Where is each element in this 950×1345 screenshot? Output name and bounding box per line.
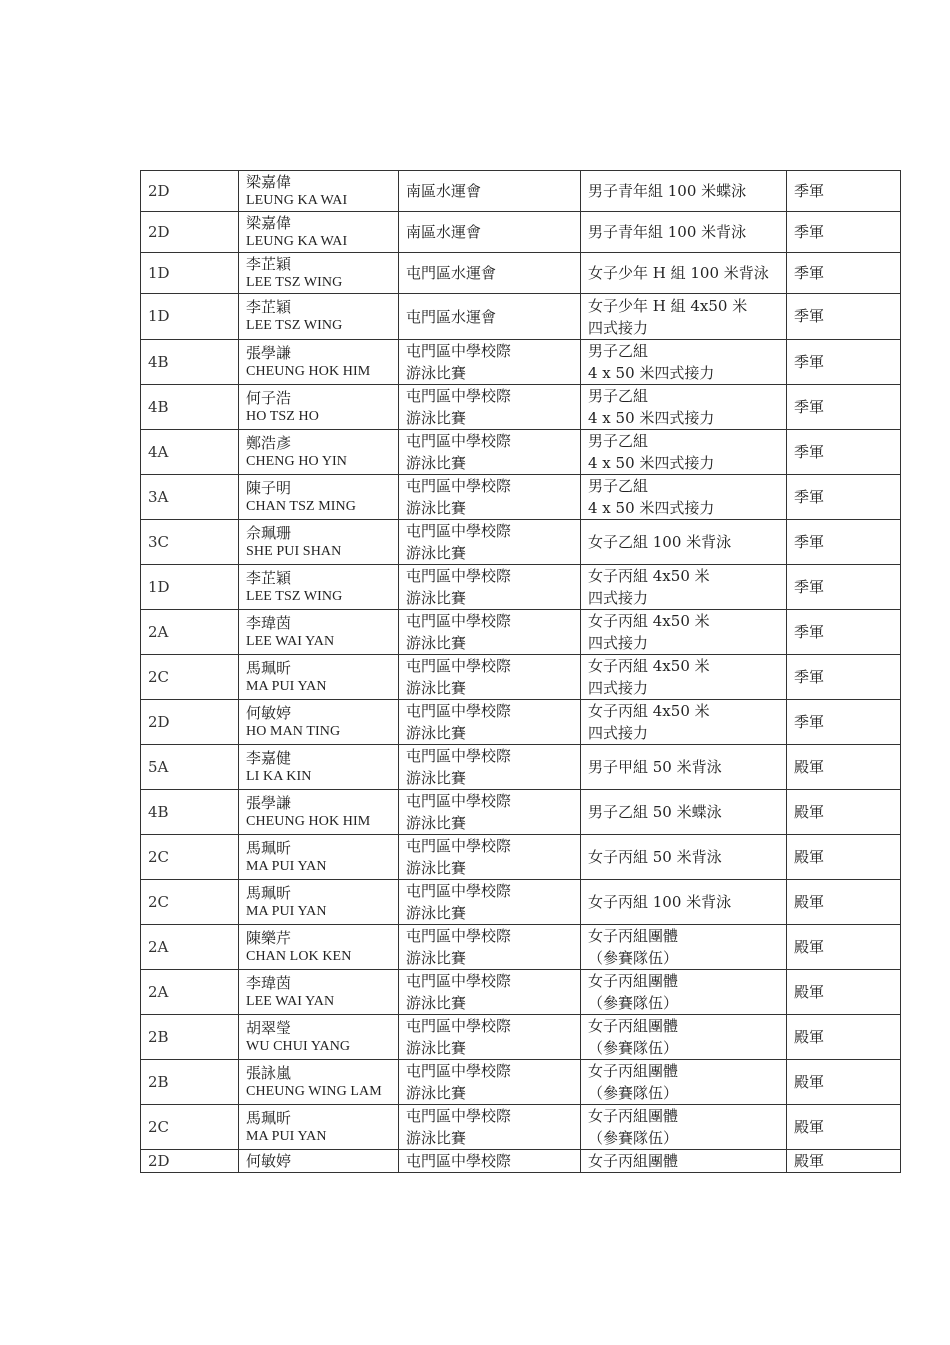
student-name-chinese: 李瑋茵 xyxy=(246,973,292,992)
table-row xyxy=(141,1105,901,1150)
student-name-chinese: 李芷穎 xyxy=(246,298,292,316)
class-cell: 2B xyxy=(141,1015,239,1060)
competition-line: 屯門區中學校際 xyxy=(406,837,512,855)
table-row xyxy=(141,970,901,1015)
student-name-chinese: 馬珮昕 xyxy=(246,883,292,902)
award-cell: 殿軍 xyxy=(787,1105,901,1150)
event-cell xyxy=(581,1105,787,1150)
event-cell xyxy=(581,430,787,475)
award-cell: 殿軍 xyxy=(787,745,901,790)
award-cell: 季軍 xyxy=(787,655,901,700)
student-name-cell xyxy=(239,385,399,430)
event-line: （參賽隊伍） xyxy=(588,1129,679,1147)
event-cell xyxy=(581,655,787,700)
competition-line: 屯門區中學校際 xyxy=(406,972,512,990)
event-line: 男子乙組 xyxy=(588,342,649,360)
competition-line: 游泳比賽 xyxy=(406,769,467,787)
student-name-cell xyxy=(239,212,399,253)
award-cell: 季軍 xyxy=(787,520,901,565)
award-cell: 季軍 xyxy=(787,565,901,610)
student-name-english: CHEUNG WING LAM xyxy=(246,1083,382,1099)
student-name-english: LI KA KIN xyxy=(246,768,312,784)
class-cell: 4B xyxy=(141,340,239,385)
student-name-cell xyxy=(239,253,399,294)
table-row xyxy=(141,430,901,475)
table-row xyxy=(141,212,901,253)
event-line: 女子丙組 4x50 米 xyxy=(588,657,710,675)
competition-line: 屯門區中學校際 xyxy=(406,1107,512,1125)
competition-cell xyxy=(399,475,581,520)
award-cell: 季軍 xyxy=(787,430,901,475)
student-name-english: HO MAN TING xyxy=(246,723,341,739)
competition-cell xyxy=(399,655,581,700)
competition-cell xyxy=(399,430,581,475)
class-cell: 4B xyxy=(141,385,239,430)
competition-line: 屯門區中學校際 xyxy=(406,927,512,945)
class-cell: 2C xyxy=(141,655,239,700)
student-name-english: MA PUI YAN xyxy=(246,903,327,919)
event-line: 男子青年組 100 米背泳 xyxy=(588,223,747,241)
competition-line: 游泳比賽 xyxy=(406,634,467,652)
competition-line: 游泳比賽 xyxy=(406,724,467,742)
event-cell xyxy=(581,835,787,880)
event-line: 4 x 50 米四式接力 xyxy=(588,364,715,382)
student-name-chinese: 李瑋茵 xyxy=(246,613,292,632)
student-name-chinese: 梁嘉偉 xyxy=(246,172,292,191)
award-cell: 季軍 xyxy=(787,475,901,520)
competition-line: 南區水運會 xyxy=(406,182,482,200)
class-cell: 1D xyxy=(141,294,239,340)
event-line: 男子青年組 100 米蝶泳 xyxy=(588,182,747,200)
table-row xyxy=(141,925,901,970)
student-name-cell xyxy=(239,294,399,340)
event-line: 女子丙組 100 米背泳 xyxy=(588,893,732,911)
table-row xyxy=(141,385,901,430)
event-line: 女子丙組 4x50 米 xyxy=(588,612,710,630)
table-row xyxy=(141,340,901,385)
competition-cell xyxy=(399,700,581,745)
competition-line: 屯門區中學校際 xyxy=(406,522,512,540)
event-line: 男子乙組 xyxy=(588,477,649,495)
student-name-english: LEE TSZ WING xyxy=(246,318,343,333)
competition-cell xyxy=(399,340,581,385)
award-cell: 殿軍 xyxy=(787,880,901,925)
student-name-cell xyxy=(239,565,399,610)
event-line: 男子乙組 50 米蝶泳 xyxy=(588,803,722,821)
student-name-english: WU CHUI YANG xyxy=(246,1038,351,1054)
class-cell: 2D xyxy=(141,700,239,745)
competition-line: 游泳比賽 xyxy=(406,409,467,427)
event-line: 四式接力 xyxy=(588,634,649,652)
student-name-chinese: 何敏婷 xyxy=(246,1152,292,1170)
class-cell: 2B xyxy=(141,1060,239,1105)
class-cell: 4B xyxy=(141,790,239,835)
competition-line: 屯門區中學校際 xyxy=(406,612,512,630)
student-name-chinese: 馬珮昕 xyxy=(246,658,292,677)
competition-cell xyxy=(399,925,581,970)
student-name-chinese: 張學謙 xyxy=(246,793,292,812)
student-name-chinese: 佘珮珊 xyxy=(246,523,292,542)
class-cell: 2A xyxy=(141,925,239,970)
student-name-cell xyxy=(239,1015,399,1060)
event-cell xyxy=(581,745,787,790)
table-row xyxy=(141,294,901,340)
table-row xyxy=(141,835,901,880)
table-row xyxy=(141,745,901,790)
awards-table-body xyxy=(141,171,901,1173)
table-row xyxy=(141,790,901,835)
competition-cell xyxy=(399,1105,581,1150)
competition-line: 游泳比賽 xyxy=(406,544,467,562)
event-cell xyxy=(581,610,787,655)
event-line: 4 x 50 米四式接力 xyxy=(588,409,715,427)
awards-table xyxy=(140,170,901,1173)
event-cell xyxy=(581,520,787,565)
student-name-english: CHEUNG HOK HIM xyxy=(246,363,371,379)
competition-line: 游泳比賽 xyxy=(406,994,467,1012)
award-cell: 季軍 xyxy=(787,700,901,745)
event-cell xyxy=(581,970,787,1015)
event-cell xyxy=(581,475,787,520)
competition-line: 屯門區水運會 xyxy=(406,264,497,282)
competition-cell xyxy=(399,520,581,565)
event-cell xyxy=(581,253,787,294)
student-name-cell xyxy=(239,171,399,212)
competition-line: 游泳比賽 xyxy=(406,1039,467,1057)
student-name-english: CHAN LOK KEN xyxy=(246,948,352,964)
class-cell: 1D xyxy=(141,253,239,294)
class-cell: 3C xyxy=(141,520,239,565)
student-name-cell xyxy=(239,700,399,745)
student-name-chinese: 李芷穎 xyxy=(246,568,292,587)
award-cell: 季軍 xyxy=(787,294,901,340)
table-row xyxy=(141,253,901,294)
class-cell: 5A xyxy=(141,745,239,790)
competition-line: 屯門區中學校際 xyxy=(406,1152,512,1170)
competition-cell xyxy=(399,880,581,925)
award-cell: 殿軍 xyxy=(787,1015,901,1060)
competition-line: 南區水運會 xyxy=(406,223,482,241)
class-cell: 2D xyxy=(141,171,239,212)
competition-line: 游泳比賽 xyxy=(406,454,467,472)
table-row xyxy=(141,1060,901,1105)
event-line: 女子丙組團體 xyxy=(588,1062,679,1080)
competition-line: 游泳比賽 xyxy=(406,859,467,877)
student-name-cell xyxy=(239,655,399,700)
award-cell: 殿軍 xyxy=(787,1060,901,1105)
event-line: 四式接力 xyxy=(588,589,649,607)
event-line: 四式接力 xyxy=(588,679,649,697)
student-name-chinese: 馬珮昕 xyxy=(246,838,292,857)
competition-cell xyxy=(399,745,581,790)
award-cell: 殿軍 xyxy=(787,970,901,1015)
event-line: （參賽隊伍） xyxy=(588,994,679,1012)
table-row xyxy=(141,880,901,925)
competition-cell xyxy=(399,171,581,212)
award-cell: 殿軍 xyxy=(787,835,901,880)
competition-cell xyxy=(399,1015,581,1060)
award-cell: 季軍 xyxy=(787,340,901,385)
competition-line: 屯門區中學校際 xyxy=(406,432,512,450)
class-cell: 2D xyxy=(141,212,239,253)
event-line: （參賽隊伍） xyxy=(588,1039,679,1057)
event-line: 男子乙組 xyxy=(588,387,649,405)
class-cell: 2A xyxy=(141,610,239,655)
student-name-english: LEUNG KA WAI xyxy=(246,192,348,208)
competition-line: 游泳比賽 xyxy=(406,814,467,832)
student-name-chinese: 梁嘉偉 xyxy=(246,213,292,232)
event-line: （參賽隊伍） xyxy=(588,949,679,967)
event-line: 女子丙組團體 xyxy=(588,927,679,945)
event-cell xyxy=(581,1015,787,1060)
class-cell: 2D xyxy=(141,1150,239,1173)
student-name-cell xyxy=(239,835,399,880)
student-name-chinese: 何子浩 xyxy=(246,388,292,407)
table-row xyxy=(141,565,901,610)
student-name-cell xyxy=(239,790,399,835)
event-line: 女子丙組 4x50 米 xyxy=(588,567,710,585)
competition-line: 游泳比賽 xyxy=(406,949,467,967)
student-name-chinese: 陳樂芹 xyxy=(246,928,292,947)
award-cell: 季軍 xyxy=(787,253,901,294)
event-line: 男子甲組 50 米背泳 xyxy=(588,758,722,776)
student-name-english: CHAN TSZ MING xyxy=(246,498,356,514)
student-name-english: LEE TSZ WING xyxy=(246,274,343,290)
competition-cell xyxy=(399,790,581,835)
event-cell xyxy=(581,925,787,970)
competition-cell xyxy=(399,212,581,253)
student-name-english: LEE TSZ WING xyxy=(246,588,343,604)
class-cell: 3A xyxy=(141,475,239,520)
competition-line: 屯門區中學校際 xyxy=(406,477,512,495)
student-name-english: LEUNG KA WAI xyxy=(246,233,348,249)
event-line: 四式接力 xyxy=(588,318,649,337)
event-line: 女子少年 H 組 4x50 米 xyxy=(588,296,748,315)
event-cell xyxy=(581,1060,787,1105)
event-cell xyxy=(581,1150,787,1173)
competition-line: 屯門區中學校際 xyxy=(406,882,512,900)
competition-line: 屯門區中學校際 xyxy=(406,1062,512,1080)
competition-line: 游泳比賽 xyxy=(406,499,467,517)
competition-line: 屯門區水運會 xyxy=(406,307,497,326)
class-cell: 1D xyxy=(141,565,239,610)
competition-cell xyxy=(399,610,581,655)
student-name-cell xyxy=(239,925,399,970)
table-row xyxy=(141,1150,901,1173)
class-cell: 4A xyxy=(141,430,239,475)
student-name-cell xyxy=(239,1060,399,1105)
award-cell: 季軍 xyxy=(787,610,901,655)
student-name-cell xyxy=(239,880,399,925)
student-name-english: HO TSZ HO xyxy=(246,408,319,424)
table-row xyxy=(141,475,901,520)
competition-line: 屯門區中學校際 xyxy=(406,792,512,810)
competition-line: 游泳比賽 xyxy=(406,1084,467,1102)
student-name-cell xyxy=(239,475,399,520)
student-name-english: LEE WAI YAN xyxy=(246,633,335,649)
event-line: 4 x 50 米四式接力 xyxy=(588,499,715,517)
competition-cell xyxy=(399,970,581,1015)
competition-line: 屯門區中學校際 xyxy=(406,342,512,360)
event-cell xyxy=(581,340,787,385)
event-line: 女子丙組 50 米背泳 xyxy=(588,848,722,866)
competition-cell xyxy=(399,835,581,880)
student-name-chinese: 李嘉健 xyxy=(246,748,292,767)
student-name-cell xyxy=(239,340,399,385)
event-line: 女子丙組團體 xyxy=(588,1017,679,1035)
student-name-english: LEE WAI YAN xyxy=(246,993,335,1009)
table-row xyxy=(141,171,901,212)
student-name-english: MA PUI YAN xyxy=(246,1128,327,1144)
student-name-cell xyxy=(239,1105,399,1150)
student-name-cell xyxy=(239,430,399,475)
student-name-chinese: 陳子明 xyxy=(246,478,292,497)
award-cell: 殿軍 xyxy=(787,1150,901,1173)
event-line: 女子丙組 4x50 米 xyxy=(588,702,710,720)
student-name-cell xyxy=(239,745,399,790)
student-name-english: CHENG HO YIN xyxy=(246,453,348,469)
student-name-cell xyxy=(239,1150,399,1173)
table-row xyxy=(141,610,901,655)
class-cell: 2A xyxy=(141,970,239,1015)
student-name-chinese: 李芷穎 xyxy=(246,254,292,273)
table-row xyxy=(141,520,901,565)
event-cell xyxy=(581,294,787,340)
class-cell: 2C xyxy=(141,880,239,925)
competition-line: 游泳比賽 xyxy=(406,364,467,382)
student-name-english: MA PUI YAN xyxy=(246,858,327,874)
competition-line: 游泳比賽 xyxy=(406,904,467,922)
student-name-english: MA PUI YAN xyxy=(246,678,327,694)
event-line: 四式接力 xyxy=(588,724,649,742)
event-line: 男子乙組 xyxy=(588,432,649,450)
student-name-chinese: 張學謙 xyxy=(246,343,292,362)
event-cell xyxy=(581,385,787,430)
competition-line: 屯門區中學校際 xyxy=(406,657,512,675)
event-cell xyxy=(581,565,787,610)
event-line: 女子丙組團體 xyxy=(588,1152,679,1170)
event-cell xyxy=(581,212,787,253)
event-line: （參賽隊伍） xyxy=(588,1084,679,1102)
student-name-cell xyxy=(239,970,399,1015)
event-line: 女子乙組 100 米背泳 xyxy=(588,533,732,551)
student-name-english: CHEUNG HOK HIM xyxy=(246,813,371,829)
student-name-chinese: 何敏婷 xyxy=(246,703,292,722)
award-cell: 季軍 xyxy=(787,385,901,430)
event-line: 女子丙組團體 xyxy=(588,1107,679,1125)
student-name-chinese: 鄭浩彥 xyxy=(246,433,292,452)
award-cell: 季軍 xyxy=(787,171,901,212)
competition-cell xyxy=(399,1150,581,1173)
event-cell xyxy=(581,880,787,925)
competition-line: 屯門區中學校際 xyxy=(406,567,512,585)
event-cell xyxy=(581,171,787,212)
student-name-english: SHE PUI SHAN xyxy=(246,543,342,559)
student-name-chinese: 馬珮昕 xyxy=(246,1108,292,1127)
competition-line: 游泳比賽 xyxy=(406,679,467,697)
competition-cell xyxy=(399,565,581,610)
event-line: 女子少年 H 組 100 米背泳 xyxy=(588,264,769,282)
event-line: 4 x 50 米四式接力 xyxy=(588,454,715,472)
event-line: 女子丙組團體 xyxy=(588,972,679,990)
award-cell: 殿軍 xyxy=(787,790,901,835)
table-row xyxy=(141,655,901,700)
competition-cell xyxy=(399,253,581,294)
table-row xyxy=(141,1015,901,1060)
event-cell xyxy=(581,700,787,745)
table-row xyxy=(141,700,901,745)
student-name-chinese: 張詠嵐 xyxy=(246,1063,292,1082)
event-cell xyxy=(581,790,787,835)
competition-cell xyxy=(399,294,581,340)
student-name-chinese: 胡翠瑩 xyxy=(246,1018,292,1037)
competition-line: 屯門區中學校際 xyxy=(406,747,512,765)
class-cell: 2C xyxy=(141,835,239,880)
competition-line: 屯門區中學校際 xyxy=(406,702,512,720)
competition-line: 屯門區中學校際 xyxy=(406,387,512,405)
competition-line: 游泳比賽 xyxy=(406,589,467,607)
student-name-cell xyxy=(239,520,399,565)
competition-cell xyxy=(399,1060,581,1105)
award-cell: 殿軍 xyxy=(787,925,901,970)
competition-line: 游泳比賽 xyxy=(406,1129,467,1147)
competition-line: 屯門區中學校際 xyxy=(406,1017,512,1035)
student-name-cell xyxy=(239,610,399,655)
competition-cell xyxy=(399,385,581,430)
award-cell: 季軍 xyxy=(787,212,901,253)
class-cell: 2C xyxy=(141,1105,239,1150)
